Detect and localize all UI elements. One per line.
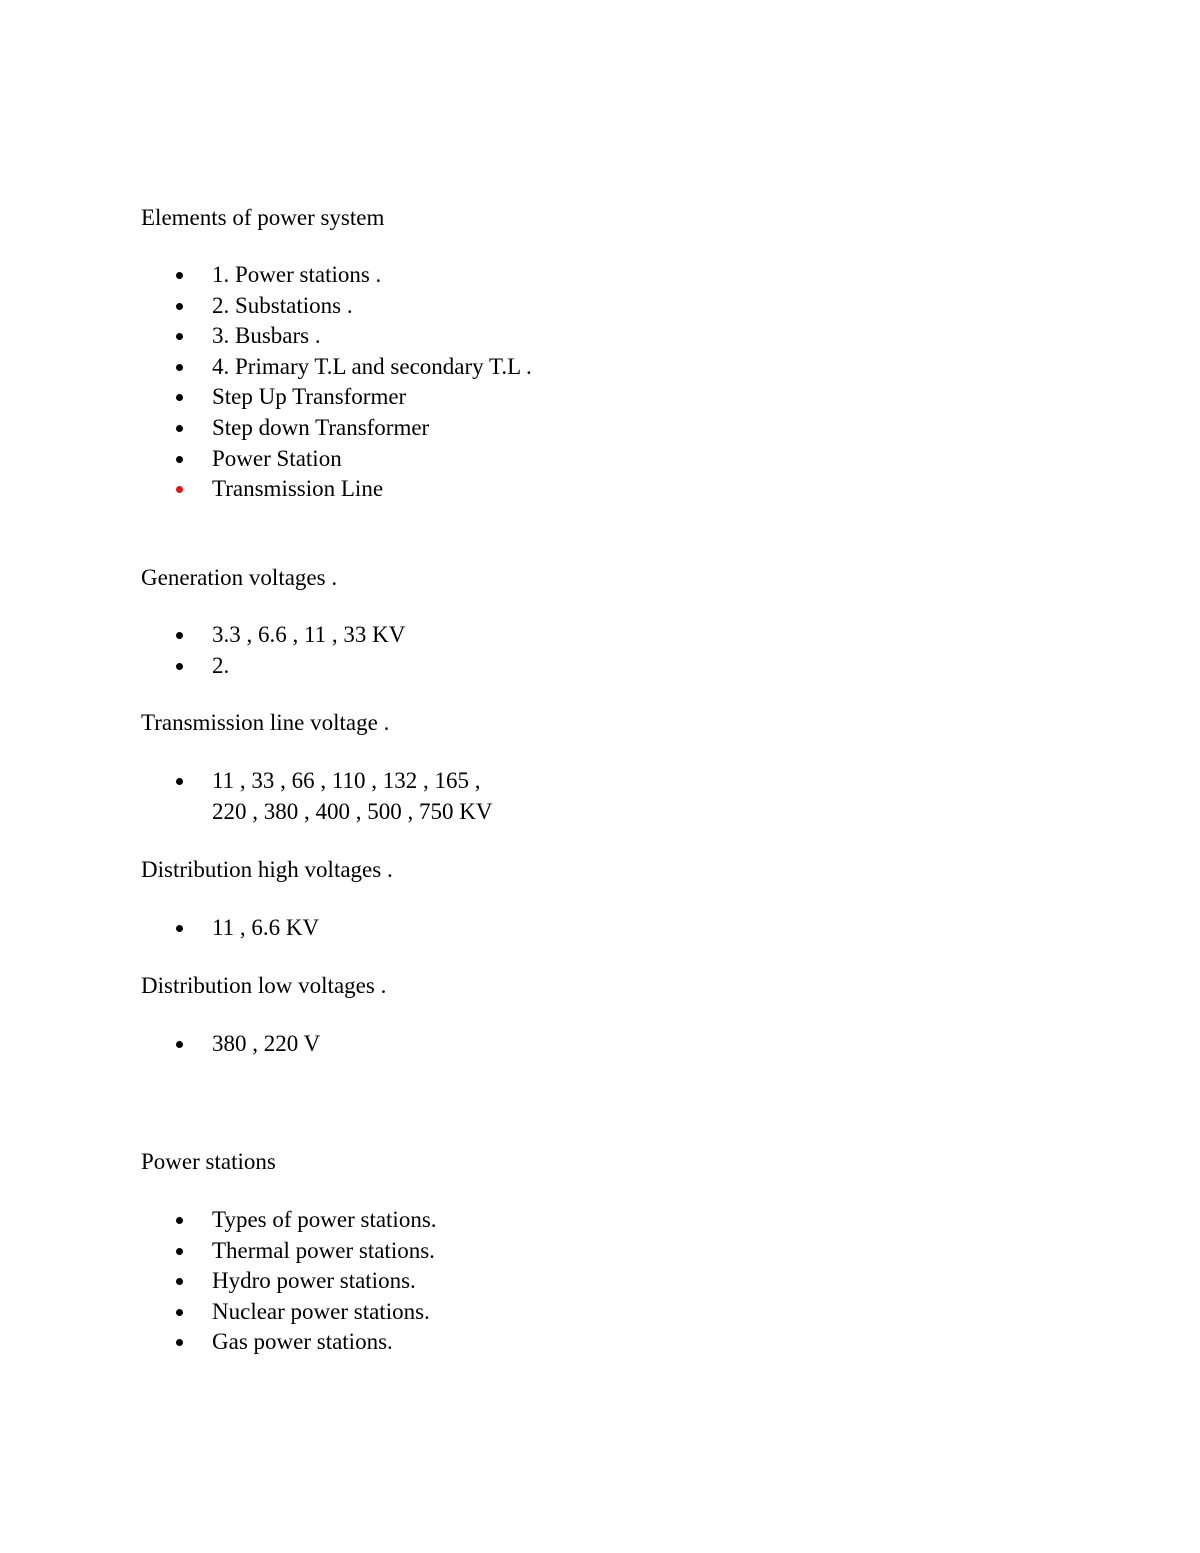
bullet-icon <box>176 1041 183 1048</box>
list-item: 3.3 , 6.6 , 11 , 33 KV <box>0 620 405 651</box>
bullet-icon <box>176 456 183 463</box>
bullet-icon <box>176 1309 183 1316</box>
heading-elements-of-power-system: Elements of power system <box>141 205 385 230</box>
bullet-icon <box>176 1248 183 1255</box>
bullet-icon <box>176 1217 183 1224</box>
list-power-stations <box>0 1205 437 1358</box>
list-item: Types of power stations. <box>0 1205 437 1236</box>
bullet-icon <box>176 1339 183 1346</box>
heading-generation-voltages: Generation voltages . <box>141 565 338 590</box>
list-distribution-high <box>0 913 319 944</box>
list-item: 2. <box>0 651 405 682</box>
red-bullet-icon <box>176 486 183 493</box>
list-item: 380 , 220 V <box>0 1029 320 1060</box>
bullet-icon <box>176 425 183 432</box>
list-item: 11 , 6.6 KV <box>0 913 319 944</box>
list-elements <box>0 260 532 505</box>
list-item: Transmission Line <box>0 474 532 505</box>
bullet-icon <box>176 364 183 371</box>
list-item: 3. Busbars . <box>0 321 532 352</box>
heading-power-stations: Power stations <box>141 1149 276 1174</box>
list-item: Step Up Transformer <box>0 382 532 413</box>
list-item: Step down Transformer <box>0 413 532 444</box>
list-generation-voltages <box>0 620 405 681</box>
list-item: Power Station <box>0 444 532 475</box>
bullet-icon <box>176 1278 183 1285</box>
heading-distribution-low-voltages: Distribution low voltages . <box>141 973 387 998</box>
bullet-icon <box>176 632 183 639</box>
bullet-icon <box>176 394 183 401</box>
list-transmission-voltages <box>0 766 492 827</box>
list-item: 1. Power stations . <box>0 260 532 291</box>
bullet-icon <box>176 663 183 670</box>
bullet-icon <box>176 333 183 340</box>
heading-distribution-high-voltages: Distribution high voltages . <box>141 857 393 882</box>
list-distribution-low <box>0 1029 320 1060</box>
list-item: 11 , 33 , 66 , 110 , 132 , 165 , 220 , 380 , 400 , 500 , 750 KV <box>0 766 492 827</box>
list-item: Gas power stations. <box>0 1327 437 1358</box>
list-item: Thermal power stations. <box>0 1236 437 1267</box>
list-item: 2. Substations . <box>0 291 532 322</box>
heading-transmission-line-voltage: Transmission line voltage . <box>141 710 390 735</box>
list-item: Hydro power stations. <box>0 1266 437 1297</box>
list-item: Nuclear power stations. <box>0 1297 437 1328</box>
bullet-icon <box>176 272 183 279</box>
bullet-icon <box>176 303 183 310</box>
bullet-icon <box>176 778 183 785</box>
list-item: 4. Primary T.L and secondary T.L . <box>0 352 532 383</box>
bullet-icon <box>176 925 183 932</box>
